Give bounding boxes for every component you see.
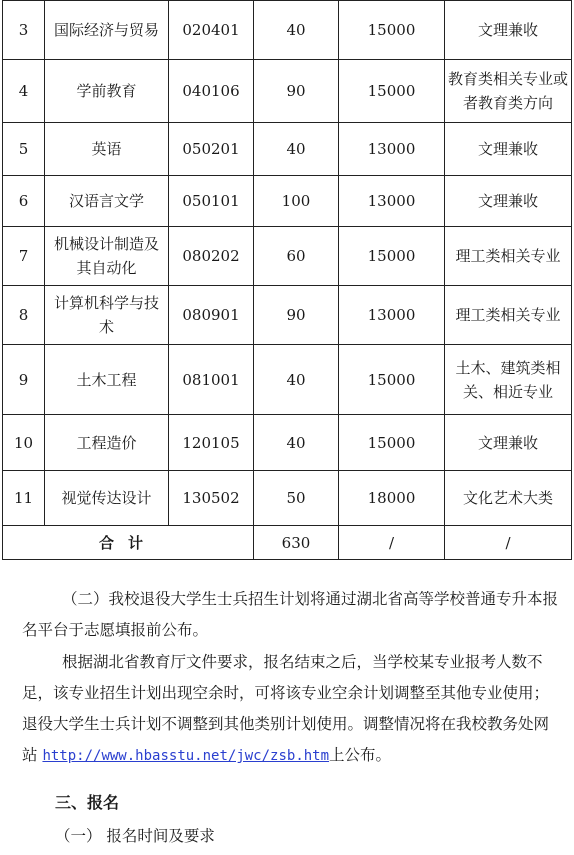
total-requirement: / xyxy=(445,526,572,560)
major-code: 040106 xyxy=(169,60,254,123)
plan-count: 40 xyxy=(254,345,339,415)
major-name: 汉语言文学 xyxy=(45,176,169,227)
tuition-fee: 15000 xyxy=(339,60,445,123)
total-label: 合计 xyxy=(3,526,254,560)
row-number: 5 xyxy=(3,123,45,176)
plan-count: 90 xyxy=(254,286,339,345)
table-row xyxy=(3,60,572,123)
major-name: 土木工程 xyxy=(45,345,169,415)
major-name: 国际经济与贸易 xyxy=(45,1,169,60)
website-link[interactable]: http://www.hbasstu.net/jwc/zsb.htm xyxy=(42,748,330,764)
paragraph-text: 根据湖北省教育厅文件要求，报名结束之后，当学校某专业报考人数不足，该专业招生计划出现空余时，可将该专业空余计划调整至其他专业使用；退役大学生士兵计划不调整到其他类别计划使用。调整情况将在我校教务处网站 xyxy=(22,653,550,764)
major-code: 130502 xyxy=(169,471,254,526)
table-row xyxy=(3,176,572,227)
requirement: 土木、建筑类相关、相近专业 xyxy=(445,345,572,415)
requirement: 理工类相关专业 xyxy=(445,286,572,345)
major-code: 080202 xyxy=(169,227,254,286)
row-number: 8 xyxy=(3,286,45,345)
tuition-fee: 15000 xyxy=(339,227,445,286)
major-name: 机械设计制造及其自动化 xyxy=(45,227,169,286)
table-row xyxy=(3,345,572,415)
major-code: 081001 xyxy=(169,345,254,415)
section-heading: 三、报名 xyxy=(55,793,120,812)
plan-count: 100 xyxy=(254,176,339,227)
paragraph-tail: 上公布。 xyxy=(329,746,392,764)
table-row xyxy=(3,286,572,345)
table-row xyxy=(3,227,572,286)
major-name: 英语 xyxy=(45,123,169,176)
total-plan: 630 xyxy=(254,526,339,560)
major-name: 学前教育 xyxy=(45,60,169,123)
table-body xyxy=(3,1,572,560)
paragraph-text: （二）我校退役大学生士兵招生计划将通过湖北省高等学校普通专升本报名平台于志愿填报前公布。 xyxy=(22,590,559,639)
tuition-fee: 13000 xyxy=(339,286,445,345)
table-row xyxy=(3,471,572,526)
plan-count: 90 xyxy=(254,60,339,123)
row-number: 6 xyxy=(3,176,45,227)
table-row xyxy=(3,1,572,60)
paragraph-adjustment xyxy=(22,647,562,772)
plan-count: 40 xyxy=(254,415,339,471)
requirement: 理工类相关专业 xyxy=(445,227,572,286)
tuition-fee: 13000 xyxy=(339,123,445,176)
row-number: 9 xyxy=(3,345,45,415)
tuition-fee: 15000 xyxy=(339,345,445,415)
plan-count: 40 xyxy=(254,1,339,60)
plan-count: 50 xyxy=(254,471,339,526)
plan-count: 40 xyxy=(254,123,339,176)
row-number: 7 xyxy=(3,227,45,286)
requirement: 文化艺术大类 xyxy=(445,471,572,526)
major-code: 120105 xyxy=(169,415,254,471)
row-number: 4 xyxy=(3,60,45,123)
table-row xyxy=(3,415,572,471)
total-fee: / xyxy=(339,526,445,560)
enrollment-plan-table xyxy=(2,0,572,560)
major-code: 050101 xyxy=(169,176,254,227)
row-number: 10 xyxy=(3,415,45,471)
sub-heading: （一） 报名时间及要求 xyxy=(55,827,215,845)
row-number: 3 xyxy=(3,1,45,60)
table-row xyxy=(3,123,572,176)
row-number: 11 xyxy=(3,471,45,526)
major-code: 050201 xyxy=(169,123,254,176)
requirement: 文理兼收 xyxy=(445,415,572,471)
total-row xyxy=(3,526,572,560)
tuition-fee: 18000 xyxy=(339,471,445,526)
plan-count: 60 xyxy=(254,227,339,286)
major-code: 020401 xyxy=(169,1,254,60)
requirement: 文理兼收 xyxy=(445,176,572,227)
tuition-fee: 15000 xyxy=(339,415,445,471)
requirement: 文理兼收 xyxy=(445,123,572,176)
major-code: 080901 xyxy=(169,286,254,345)
requirement: 教育类相关专业或者教育类方向 xyxy=(445,60,572,123)
major-name: 视觉传达设计 xyxy=(45,471,169,526)
paragraph-veteran-plan xyxy=(22,584,562,646)
requirement: 文理兼收 xyxy=(445,1,572,60)
major-name: 计算机科学与技术 xyxy=(45,286,169,345)
major-name: 工程造价 xyxy=(45,415,169,471)
tuition-fee: 13000 xyxy=(339,176,445,227)
tuition-fee: 15000 xyxy=(339,1,445,60)
